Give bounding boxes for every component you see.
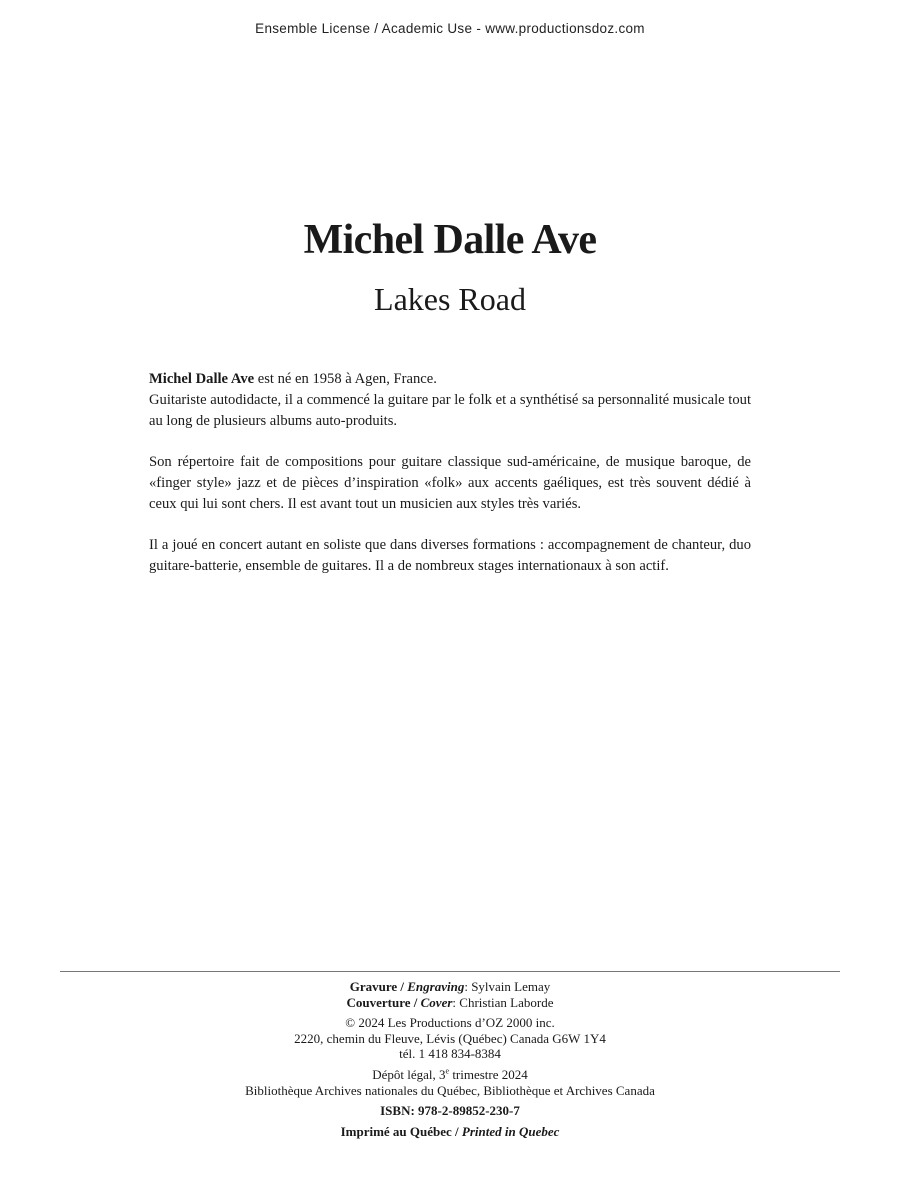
legal-deposit-suffix: trimestre 2024 (449, 1066, 528, 1082)
bio-paragraph-1 (149, 369, 751, 431)
cover-label-fr: Couverture / (346, 994, 421, 1010)
cover-label-en: Cover (420, 994, 453, 1010)
copyright-line: © 2024 Les Productions d’OZ 2000 inc. (345, 1015, 555, 1031)
credits-block (0, 979, 900, 1139)
legal-deposit-superscript: e (445, 1066, 450, 1076)
engraving-label-en: Engraving (407, 979, 465, 994)
isbn-line (0, 1103, 900, 1119)
cover-credit (0, 995, 900, 1011)
cover-value: : Christian Laborde (452, 994, 554, 1010)
bio-intro-line (149, 369, 751, 390)
bio-paragraph-2: Son répertoire fait de compositions pour guitare classique sud-américaine, de musique baroque, de «finger style» jazz et de pièces d’inspiration «folk» aux accents gaéliques, est très souvent dédié à ceux qui lui sont chers. Il est avant tout un musicien aux styles très variés. (149, 454, 751, 512)
engraving-label-fr: Gravure / (349, 979, 408, 994)
address-line: 2220, chemin du Fleuve, Lévis (Québec) Canada G6W 1Y4 (294, 1030, 606, 1046)
engraving-credit (0, 979, 900, 995)
libraries-line: Bibliothèque Archives nationales du Québec, Bibliothèque et Archives Canada (245, 1082, 655, 1098)
bio-paragraph-3: Il a joué en concert autant en soliste que dans diverses formations : accompagnement de chanteur, duo guitare-batterie, ensemble de guitares. Il a de nombreux stages internationaux à son actif. (149, 537, 751, 575)
legal-deposit-prefix: Dépôt légal, 3 (372, 1066, 446, 1082)
printed-en: Printed in Quebec (461, 1123, 560, 1139)
legal-deposit-line (0, 1067, 900, 1083)
bio-composer-name: Michel Dalle Ave (149, 371, 255, 387)
license-header: Ensemble License / Academic Use - www.productionsdoz.com (255, 21, 645, 36)
bio-birth-text: est né en 1958 à Agen, France. (254, 371, 437, 387)
bio-guitar-text: Guitariste autodidacte, il a commencé la guitare par le folk et a synthétisé sa personnalité musicale tout au long de plusieurs albums auto-produits. (149, 391, 751, 429)
biography (149, 369, 751, 598)
isbn-value: ISBN: 978-2-89852-230-7 (380, 1103, 520, 1119)
engraving-value: : Sylvain Lemay (464, 979, 551, 994)
composer-name: Michel Dalle Ave (303, 217, 597, 263)
printed-in-line (0, 1124, 900, 1140)
printed-fr: Imprimé au Québec / (340, 1123, 462, 1139)
footer-divider (60, 971, 840, 972)
piece-title: Lakes Road (374, 281, 526, 317)
phone-line: tél. 1 418 834-8384 (399, 1046, 501, 1062)
